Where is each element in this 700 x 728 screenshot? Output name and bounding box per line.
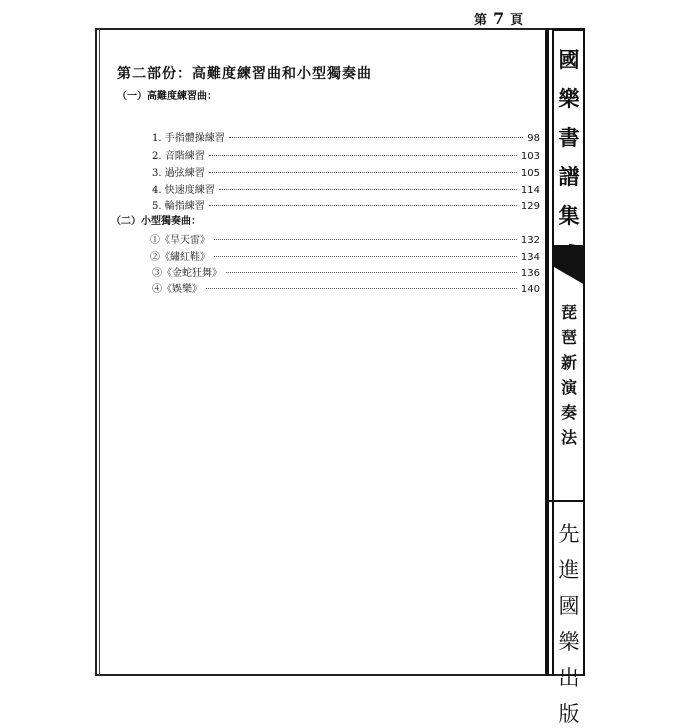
toc-label: ①《旱天雷》 xyxy=(150,235,210,246)
toc-label: 5. 輪指練習 xyxy=(152,201,205,212)
series-char: 譜 xyxy=(558,164,580,189)
toc-page: 105 xyxy=(520,168,540,179)
toc-leader-dots xyxy=(209,155,517,156)
toc-row xyxy=(152,264,540,279)
frame-bottom-line xyxy=(95,674,585,676)
toc-page: 129 xyxy=(520,201,540,212)
series-char: 國 xyxy=(558,47,580,72)
toc-leader-dots xyxy=(214,256,517,257)
publisher-char: 版 xyxy=(558,702,580,726)
book-title-vertical xyxy=(556,300,582,448)
toc-page: 98 xyxy=(527,133,540,144)
toc-row xyxy=(152,164,540,179)
toc-leader-dots xyxy=(209,205,517,206)
page-number xyxy=(474,9,525,28)
series-char: 樂 xyxy=(558,86,580,111)
publisher-vertical xyxy=(556,518,582,728)
publisher-char: 樂 xyxy=(558,630,580,654)
page-prefix: 第 xyxy=(474,13,490,28)
publisher-char: 國 xyxy=(558,594,580,618)
series-title-vertical xyxy=(556,44,582,269)
book-title-char: 奏 xyxy=(560,403,577,422)
toc-label: 2. 音階練習 xyxy=(152,151,205,162)
toc-leader-dots xyxy=(226,272,517,273)
toc-page: 132 xyxy=(520,235,540,246)
book-title-char: 琵 xyxy=(560,303,577,322)
toc-label: ④《娛樂》 xyxy=(152,284,202,295)
publisher-char: 先 xyxy=(558,522,580,546)
toc-row xyxy=(150,248,540,263)
toc-row xyxy=(152,181,540,196)
toc-label: 3. 過弦練習 xyxy=(152,168,205,179)
toc-page: 136 xyxy=(520,268,540,279)
publisher-char: 進 xyxy=(558,558,580,582)
toc-leader-dots xyxy=(206,288,517,289)
spine-top-band xyxy=(554,28,583,31)
toc-leader-dots xyxy=(219,189,517,190)
spine-divider-thick xyxy=(545,28,549,676)
part2-heading: （二）小型獨奏曲： xyxy=(111,216,201,227)
toc-row xyxy=(152,129,540,144)
series-char: 集 xyxy=(558,203,580,228)
toc-label: ③《金蛇狂舞》 xyxy=(152,268,222,279)
toc-leader-dots xyxy=(209,172,517,173)
toc-leader-dots xyxy=(214,239,517,240)
page-suffix: 頁 xyxy=(510,13,526,28)
book-title-char: 法 xyxy=(560,428,577,447)
book-title-char: 演 xyxy=(560,378,577,397)
book-title-char: 新 xyxy=(560,353,577,372)
toc-page: 134 xyxy=(520,252,540,263)
frame-top-line xyxy=(95,28,585,30)
publisher-char: 出 xyxy=(558,666,580,690)
toc-page: 114 xyxy=(520,185,540,196)
series-char: 書 xyxy=(558,125,580,150)
section-title: 第二部份：高難度練習曲和小型獨奏曲 xyxy=(117,66,372,82)
toc-row xyxy=(152,197,540,212)
spine-divider-horizontal xyxy=(549,500,585,502)
frame-right-line xyxy=(583,28,585,676)
toc-label: ②《繡紅鞋》 xyxy=(150,252,210,263)
series-char: 成 xyxy=(558,242,580,267)
frame-left-line xyxy=(95,28,97,676)
toc-label: 1. 手指體操練習 xyxy=(152,133,225,144)
toc-row xyxy=(152,147,540,162)
book-title-char: 琶 xyxy=(560,328,577,347)
toc-page: 103 xyxy=(520,151,540,162)
toc-label: 4. 快速度練習 xyxy=(152,185,215,196)
toc-row xyxy=(152,280,540,295)
spine-divider-thin xyxy=(552,28,554,676)
toc-row xyxy=(150,231,540,246)
part1-heading: （一）高難度練習曲： xyxy=(117,91,217,102)
frame-left-inner-line xyxy=(99,28,100,676)
toc-page: 140 xyxy=(520,284,540,295)
toc-leader-dots xyxy=(229,137,524,138)
page-number-value: 7 xyxy=(493,9,507,28)
